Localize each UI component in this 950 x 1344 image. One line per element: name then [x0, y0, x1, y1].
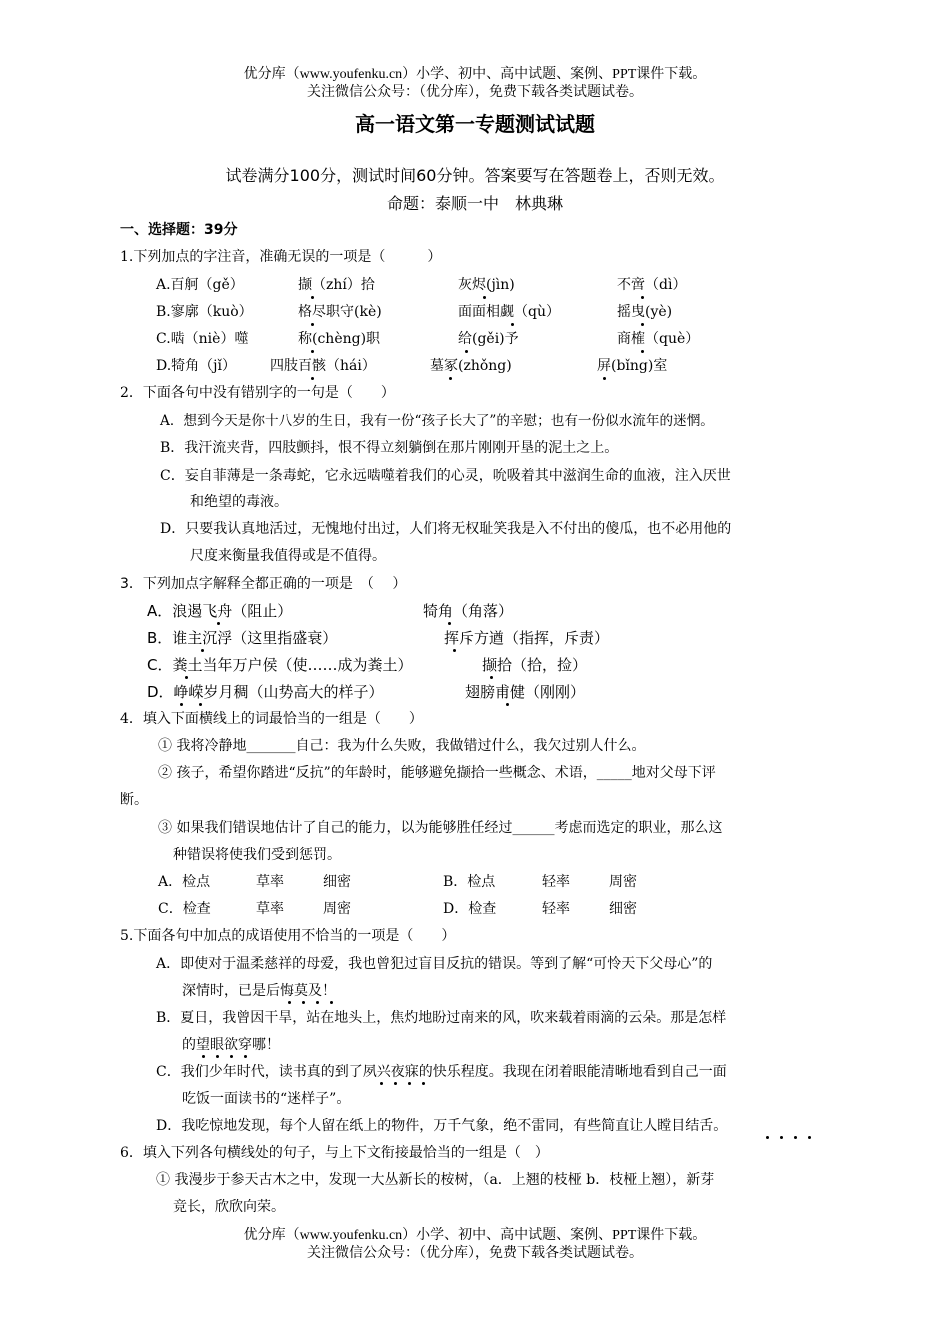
q5-option-c-line1: C．我们少年时代，读书真的到了夙兴夜寐的快乐程度。我现在闭着眼能清晰地看到自己一面 — [156, 1064, 727, 1080]
emphasis-dot — [201, 649, 204, 652]
emphasis-dot — [202, 1055, 205, 1058]
q3-option-c-part1: C．粪土当年万户侯（使……成为粪土） — [147, 656, 413, 674]
q2-option-d-line2: 尺度来衡量我值得或是不值得。 — [190, 548, 386, 564]
exam-instructions: 试卷满分100分，测试时间60分钟。答案要写在答题卷上，否则无效。 — [225, 166, 725, 185]
emphasis-dot — [808, 1136, 811, 1139]
q2-option-c-line2: 和绝望的毒液。 — [190, 494, 288, 510]
q5-option-a-line2: 深情时，已是后悔莫及！ — [182, 983, 336, 999]
q5-option-d: D．我吃惊地发现，每个人留在纸上的物件，万千气象，绝不雷同，有些简直让人瞠目结舌。 — [156, 1118, 728, 1134]
emphasis-dot — [244, 1055, 247, 1058]
q1-row1-col4: 不啻（dì） — [617, 277, 687, 293]
q1-row1-col1: A.百舸（gě） — [156, 277, 244, 293]
q4-sentence-3-line1: ③ 如果我们错误地估计了自己的能力，以为能够胜任经过______考虑而选定的职业，那么这 — [158, 820, 723, 836]
q4-option-c-word2: 草率 — [256, 901, 284, 917]
emphasis-dot — [311, 350, 314, 353]
q1-row1-col2: 撷（zhí）拾 — [298, 277, 375, 293]
emphasis-dot — [422, 1082, 425, 1085]
q6-sentence-1-line1: ① 我漫步于参天古木之中，发现一大丛新长的桉树，（a．上翘的枝桠 b．枝桠上翘），新芽 — [156, 1172, 715, 1188]
footer-line-2: 关注微信公众号：（优分库），免费下载各类试题试卷。 — [307, 1246, 643, 1261]
emphasis-dot — [180, 703, 183, 706]
q4-option-a: A．检点 — [158, 874, 211, 890]
emphasis-dot — [483, 296, 486, 299]
q2-option-d-line1: D．只要我认真地活过，无愧地付出过，人们将无权耻笑我是入不付出的傻瓜，也不必用他的 — [160, 521, 732, 537]
q5-option-a-line1: A．即使对于温柔慈祥的母爱，我也曾犯过盲目反抗的错误。等到了解“可怜天下父母心”的 — [156, 956, 713, 972]
q1-row3-col3: 给(gěi)予 — [458, 331, 519, 347]
q1-row3-col4: 商榷（què） — [617, 331, 700, 347]
q3-option-b-part2: 挥斥方遒（指挥，斥责） — [444, 629, 610, 647]
emphasis-dot — [794, 1136, 797, 1139]
emphasis-dot — [449, 377, 452, 380]
q1-stem: 1.下列加点的字注音，准确无误的一项是（ ） — [120, 249, 442, 265]
q3-option-d-part1: D．峥嵘岁月稠（山势高大的样子） — [147, 683, 384, 701]
emphasis-dot — [603, 377, 606, 380]
emphasis-dot — [288, 1001, 291, 1004]
emphasis-dot — [311, 296, 314, 299]
emphasis-dot — [330, 1001, 333, 1004]
q3-option-d-part2: 翅膀甫健（刚刚） — [465, 683, 586, 701]
q4-option-a-word2: 草率 — [256, 874, 284, 890]
q2-option-c-line1: C．妄自菲薄是一条毒蛇，它永远啮噬着我们的心灵，吮吸着其中滋润生命的血液，注入厌世 — [160, 468, 731, 484]
emphasis-dot — [380, 1082, 383, 1085]
q1-row3-col2: 称(chèng)职 — [298, 331, 381, 347]
q5-option-c-line2: 吃饭一面读书的“迷样子”。 — [182, 1091, 351, 1107]
exam-title: 高一语文第一专题测试试题 — [355, 112, 595, 136]
q4-sentence-2-line2: 断。 — [120, 792, 148, 808]
q4-sentence-3-line2: 种错误将使我们受到惩罚。 — [173, 847, 341, 863]
emphasis-dot — [311, 323, 314, 326]
q1-row1-col3: 灰烬(jìn) — [458, 277, 515, 293]
emphasis-dot — [490, 676, 493, 679]
emphasis-dot — [408, 1082, 411, 1085]
emphasis-dot — [302, 1001, 305, 1004]
q1-row4-col2: 四肢百骸（hái） — [270, 358, 376, 374]
emphasis-dot — [199, 703, 202, 706]
emphasis-dot — [465, 350, 468, 353]
q4-sentence-1: ① 我将冷静地_______自己：我为什么失败，我做错过什么，我欠过别人什么。 — [158, 738, 646, 754]
section-heading: 一、选择题：39分 — [120, 222, 238, 238]
emphasis-dot — [506, 703, 509, 706]
header-line-1: 优分库（www.youfenku.cn）小学、初中、高中试题、案例、PPT课件下载。 — [243, 67, 707, 82]
q4-stem: 4．填入下面横线上的词最恰当的一组是（ ） — [120, 711, 423, 727]
q3-option-a-part1: A．浪遏飞舟（阻止） — [147, 602, 293, 620]
q4-sentence-2-line1: ② 孩子，希望你踏进“反抗”的年龄时，能够避免撷拾一些概念、术语，_____地对父母下评 — [158, 765, 716, 781]
emphasis-dot — [394, 1082, 397, 1085]
emphasis-dot — [641, 323, 644, 326]
q6-sentence-1-line2: 竞长，欣欣向荣。 — [173, 1199, 285, 1215]
q1-row2-col2: 格尽职守(kè) — [298, 304, 382, 320]
q4-option-a-word3: 细密 — [323, 874, 351, 890]
emphasis-dot — [780, 1136, 783, 1139]
q2-stem: 2．下面各句中没有错别字的一句是（ ） — [120, 385, 395, 401]
q1-row4-col1: D.犄角（jǐ） — [156, 358, 236, 374]
emphasis-dot — [448, 622, 451, 625]
q3-option-b-part1: B．谁主沉浮（这里指盛衰） — [147, 629, 338, 647]
q1-row4-col3: 墓冢(zhǒng) — [430, 358, 512, 374]
q5-stem: 5.下面各句中加点的成语使用不恰当的一项是（ ） — [120, 928, 456, 944]
emphasis-dot — [311, 377, 314, 380]
emphasis-dot — [641, 296, 644, 299]
emphasis-dot — [766, 1136, 769, 1139]
footer-line-1: 优分库（www.youfenku.cn）小学、初中、高中试题、案例、PPT课件下载。 — [243, 1228, 707, 1243]
emphasis-dot — [185, 676, 188, 679]
q4-option-c: C．检查 — [158, 901, 211, 917]
q4-option-d: D．检查 — [443, 901, 497, 917]
header-line-2: 关注微信公众号：（优分库），免费下载各类试题试卷。 — [307, 85, 643, 100]
q1-row2-col3: 面面相觑（qù） — [458, 304, 560, 320]
q3-option-c-part2: 撷拾（拾，捡） — [482, 656, 588, 674]
q1-row2-col1: B.寥廓（kuò） — [156, 304, 253, 320]
q5-option-b-line2: 的望眼欲穿哪！ — [182, 1037, 280, 1053]
q6-stem: 6．填入下列各句横线处的句子，与上下文衔接最恰当的一组是（ ） — [120, 1145, 549, 1161]
emphasis-dot — [641, 350, 644, 353]
emphasis-dot — [316, 1001, 319, 1004]
emphasis-dot — [511, 323, 514, 326]
q1-row2-col4: 摇曳(yè) — [617, 304, 673, 320]
q4-option-b-word2: 轻率 — [542, 874, 570, 890]
q2-option-b: B．我汗流夹背，四肢颤抖，恨不得立刻躺倒在那片刚刚开垦的泥土之上。 — [160, 440, 619, 456]
emphasis-dot — [216, 1055, 219, 1058]
q3-option-a-part2: 犄角（角落） — [423, 602, 514, 620]
q5-option-b-line1: B．夏日，我曾因干旱，站在地头上，焦灼地盼过南来的风，吹来载着雨滴的云朵。那是怎样 — [156, 1010, 727, 1026]
q4-option-b-word3: 周密 — [609, 874, 637, 890]
emphasis-dot — [230, 1055, 233, 1058]
page-footer — [0, 1227, 950, 1263]
page-header — [0, 66, 950, 102]
q2-option-a: A．想到今天是你十八岁的生日，我有一份“孩子长大了”的辛慰；也有一份似水流年的迷惘。 — [160, 413, 714, 429]
emphasis-dot — [217, 622, 220, 625]
emphasis-dot — [453, 649, 456, 652]
q4-option-d-word3: 细密 — [609, 901, 637, 917]
q3-stem: 3．下列加点字解释全都正确的一项是 （ ） — [120, 576, 407, 592]
q1-row4-col4: 屏(bǐng)室 — [597, 358, 668, 374]
q4-option-d-word2: 轻率 — [542, 901, 570, 917]
q4-option-c-word3: 周密 — [323, 901, 351, 917]
exam-author: 命题：泰顺一中 林典琳 — [386, 194, 563, 213]
q1-row3-col1: C.啮（niè）噬 — [156, 331, 249, 347]
q4-option-b: B．检点 — [443, 874, 496, 890]
